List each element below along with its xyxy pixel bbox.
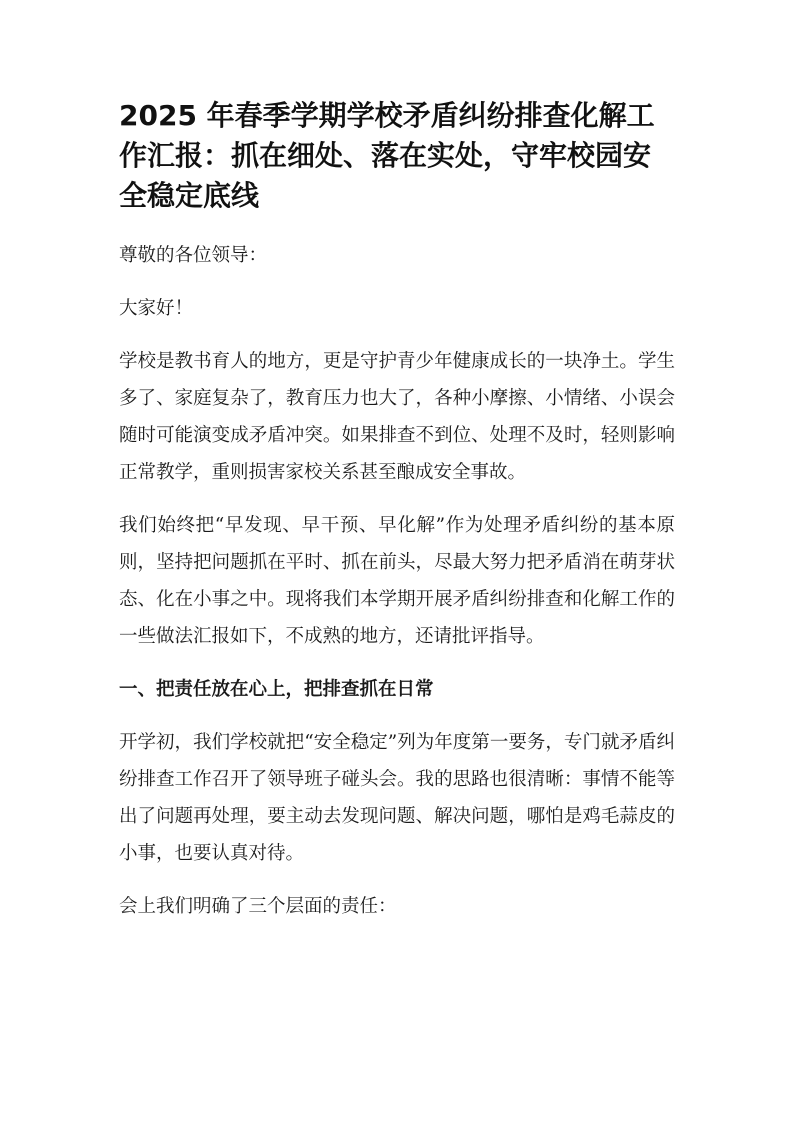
- section-paragraph: 开学初，我们学校就把“安全稳定”列为年度第一要务，专门就矛盾纠纷排查工作召开了领导班子碰头会。我的思路也很清晰：事情不能等出了问题再处理，要主动去发现问题、解决问题，哪怕是鸡毛蒜皮的小事，也要认真对待。: [119, 732, 675, 864]
- principle-paragraph: 我们始终把“早发现、早干预、早化解”作为处理矛盾纠纷的基本原则，坚持把问题抓在平时、抓在前头，尽最大努力把矛盾消在萌芽状态、化在小事之中。现将我们本学期开展矛盾纠纷排查和化解工作的一些做法汇报如下，不成熟的地方，还请批评指导。: [119, 515, 675, 647]
- document-page: [119, 96, 675, 941]
- section-paragraph: 会上我们明确了三个层面的责任：: [119, 896, 397, 917]
- intro-paragraph: 学校是教书育人的地方，更是守护青少年健康成长的一块净土。学生多了、家庭复杂了，教育压力也大了，各种小摩擦、小情绪、小误会随时可能演变成矛盾冲突。如果排查不到位、处理不及时，轻则影响正常教学，重则损害家校关系甚至酿成安全事故。: [119, 351, 675, 483]
- greeting: 大家好！: [119, 298, 194, 319]
- section-heading: 一、把责任放在心上，把排查抓在日常: [119, 679, 434, 700]
- document-title: 2025 年春季学期学校矛盾纠纷排查化解工作汇报：抓在细处、落在实处，守牢校园安全稳定底线: [119, 99, 655, 212]
- salutation: 尊敬的各位领导：: [119, 245, 268, 266]
